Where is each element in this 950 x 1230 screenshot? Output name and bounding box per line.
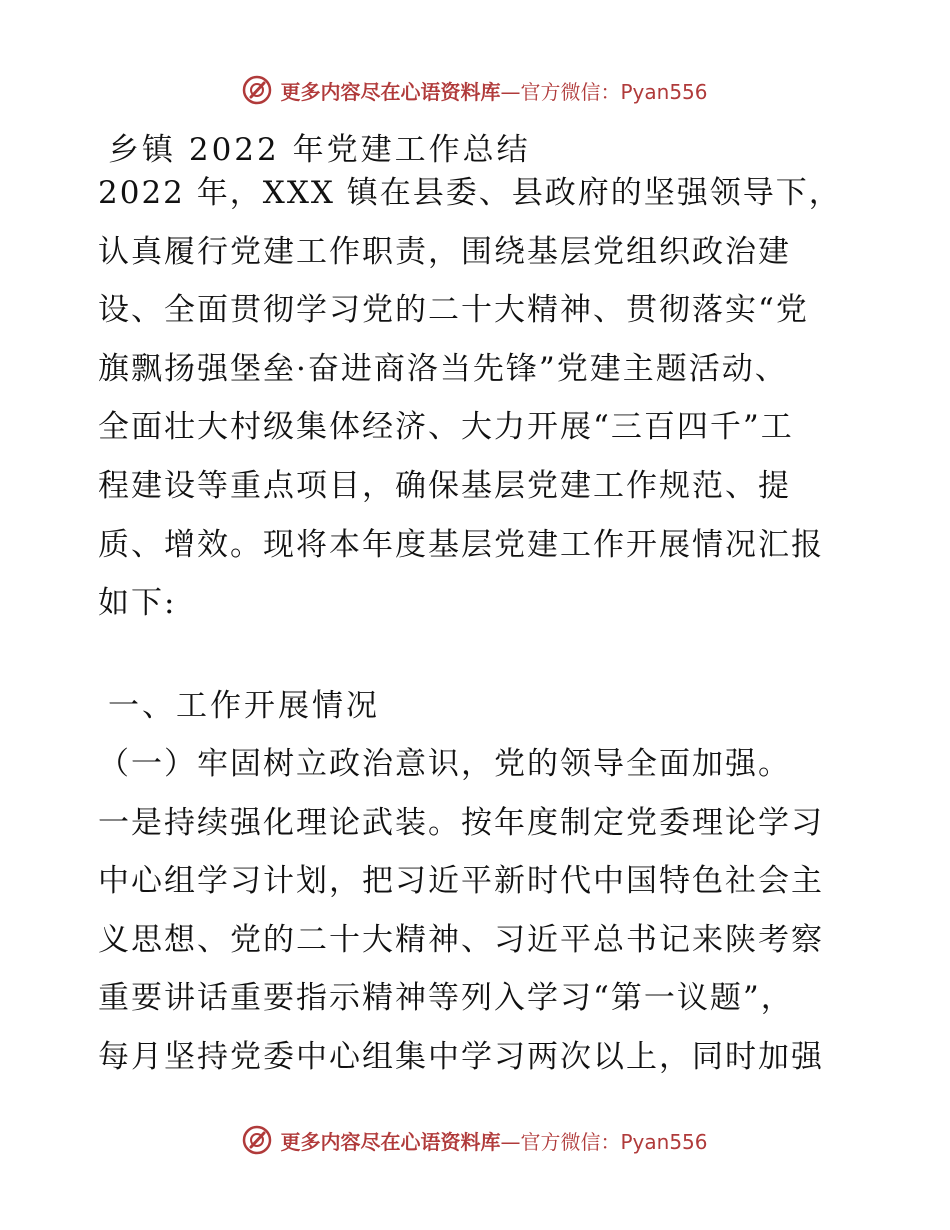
watermark-footer bbox=[0, 1122, 950, 1158]
intro-line: 旗飘扬强堡垒·奋进商洛当先锋”党建主题活动、 bbox=[98, 350, 788, 387]
intro-line: 认真履行党建工作职责，围绕基层党组织政治建 bbox=[98, 233, 791, 270]
body-line: 中心组学习计划，把习近平新时代中国特色社会主 bbox=[98, 863, 824, 900]
watermark-text bbox=[280, 76, 707, 105]
watermark-wechat-label: 官方微信： bbox=[520, 1129, 621, 1154]
body-line: 义思想、党的二十大精神、习近平总书记来陕考察 bbox=[98, 921, 824, 958]
watermark-logo-icon bbox=[242, 1125, 272, 1155]
intro-line: 2022 年，XXX 镇在县委、县政府的坚强领导下， bbox=[98, 175, 842, 211]
watermark-wechat-id: Pyan556 bbox=[620, 79, 708, 104]
watermark-main: 更多内容尽在心语资料库 bbox=[280, 1129, 501, 1154]
watermark-wechat-label: 官方微信： bbox=[520, 79, 621, 104]
watermark-wechat-id: Pyan556 bbox=[620, 1129, 708, 1154]
intro-line: 如下: bbox=[98, 585, 177, 622]
watermark-logo-icon bbox=[242, 75, 272, 105]
document-title: 乡镇 2022 年党建工作总结 bbox=[108, 132, 531, 168]
intro-line: 质、增效。现将本年度基层党建工作开展情况汇报 bbox=[98, 526, 824, 563]
intro-line: 全面壮大村级集体经济、大力开展“三百四千”工 bbox=[98, 409, 794, 446]
body-paragraph bbox=[98, 735, 850, 1087]
intro-line: 程建设等重点项目，确保基层党建工作规范、提 bbox=[98, 467, 791, 504]
watermark-header bbox=[0, 72, 950, 108]
intro-paragraph bbox=[98, 164, 850, 633]
body-line: 每月坚持党委中心组集中学习两次以上，同时加强 bbox=[98, 1038, 824, 1075]
intro-line: 设、全面贯彻学习党的二十大精神、贯彻落实“党 bbox=[98, 292, 809, 329]
body-line: 重要讲话重要指示精神等列入学习“第一议题”， bbox=[98, 980, 794, 1017]
watermark-text bbox=[280, 1126, 707, 1155]
watermark-main: 更多内容尽在心语资料库 bbox=[280, 79, 501, 104]
body-line: 一是持续强化理论武装。按年度制定党委理论学习 bbox=[98, 804, 824, 841]
watermark-dash: — bbox=[500, 79, 521, 104]
section-heading: 一、工作开展情况 bbox=[108, 688, 380, 724]
watermark-dash: — bbox=[500, 1129, 521, 1154]
body-line: （一）牢固树立政治意识，党的领导全面加强。 bbox=[98, 746, 791, 782]
